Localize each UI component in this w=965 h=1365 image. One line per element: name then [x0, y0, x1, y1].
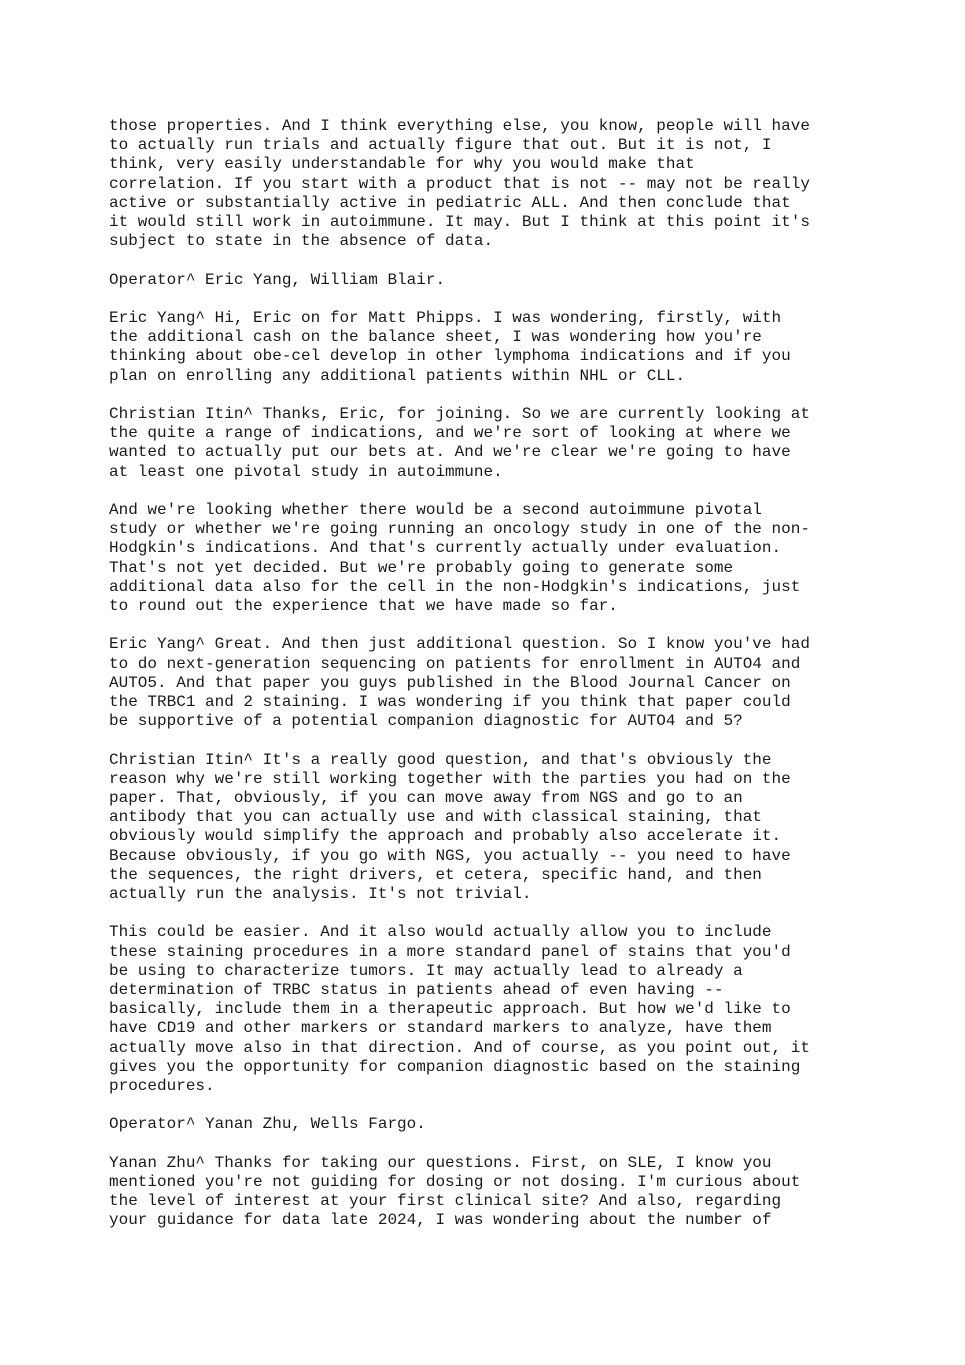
- text-line: additional data also for the cell in the non-Hodgkin's indications, just: [109, 577, 801, 596]
- text-line: Because obviously, if you go with NGS, you actually -- you need to have: [109, 846, 791, 865]
- text-line: the level of interest at your first clinical site? And also, regarding: [109, 1192, 782, 1211]
- text-line: subject to state in the absence of data.: [109, 232, 494, 251]
- text-line: have CD19 and other markers or standard markers to analyze, have them: [109, 1019, 772, 1038]
- text-line: to round out the experience that we have made so far.: [109, 597, 618, 616]
- text-line: the sequences, the right drivers, et cetera, specific hand, and then: [109, 865, 762, 884]
- text-line: wanted to actually put our bets at. And we're clear we're going to have: [109, 443, 791, 462]
- paragraph-question: [109, 309, 869, 386]
- text-line: antibody that you can actually use and with classical staining, that: [109, 808, 762, 827]
- paragraph-operator-intro: [109, 271, 869, 290]
- text-line: Eric Yang^ Hi, Eric on for Matt Phipps. I was wondering, firstly, with: [109, 309, 782, 327]
- text-line: procedures.: [109, 1077, 215, 1096]
- paragraph-question: [109, 635, 869, 731]
- text-line: the quite a range of indications, and we're sort of looking at where we: [109, 424, 791, 443]
- text-line: correlation. If you start with a product that is not -- may not be really: [109, 174, 810, 193]
- text-line: Christian Itin^ It's a really good question, and that's obviously the: [109, 750, 772, 769]
- text-line: the additional cash on the balance sheet, I was wondering how you're: [109, 328, 762, 347]
- text-line: at least one pivotal study in autoimmune.: [109, 462, 503, 481]
- text-line: AUTO5. And that paper you guys published in the Blood Journal Cancer on: [109, 673, 791, 692]
- text-line: be supportive of a potential companion diagnostic for AUTO4 and 5?: [109, 712, 743, 731]
- text-line: be using to characterize tumors. It may actually lead to already a: [109, 961, 743, 980]
- text-line: study or whether we're going running an oncology study in one of the non-: [109, 520, 810, 539]
- text-line: actually move also in that direction. And of course, as you point out, it: [109, 1038, 810, 1057]
- paragraph-answer: [109, 405, 869, 482]
- paragraph-question: [109, 1154, 869, 1231]
- text-line: This could be easier. And it also would actually allow you to include: [109, 923, 772, 942]
- text-line: those properties. And I think everything else, you know, people will have: [109, 117, 810, 135]
- text-line: think, very easily understandable for why you would make that: [109, 155, 695, 174]
- text-line: reason why we're still working together with the parties you had on the: [109, 769, 791, 788]
- text-line: Operator^ Eric Yang, William Blair.: [109, 270, 446, 289]
- text-line: thinking about obe-cel develop in other lymphoma indications and if you: [109, 347, 791, 366]
- paragraph-answer: [109, 751, 869, 905]
- text-line: Yanan Zhu^ Thanks for taking our questions. First, on SLE, I know you: [109, 1153, 772, 1172]
- text-line: mentioned you're not guiding for dosing or not dosing. I'm curious about: [109, 1173, 801, 1192]
- text-line: Operator^ Yanan Zhu, Wells Fargo.: [109, 1115, 426, 1134]
- text-line: it would still work in autoimmune. It may. But I think at this point it's: [109, 213, 810, 232]
- text-line: Hodgkin's indications. And that's currently actually under evaluation.: [109, 539, 782, 558]
- text-line: these staining procedures in a more standard panel of stains that you'd: [109, 942, 791, 961]
- text-line: active or substantially active in pediatric ALL. And then conclude that: [109, 193, 791, 212]
- text-line: to do next-generation sequencing on patients for enrollment in AUTO4 and: [109, 654, 801, 673]
- paragraph-answer: [109, 501, 869, 616]
- text-line: That's not yet decided. But we're probably going to generate some: [109, 558, 734, 577]
- text-line: obviously would simplify the approach and probably also accelerate it.: [109, 827, 782, 846]
- transcript-page: [109, 117, 869, 1250]
- text-line: plan on enrolling any additional patients within NHL or CLL.: [109, 366, 686, 385]
- paragraph-answer-continuation: [109, 117, 869, 251]
- paragraph-answer: [109, 923, 869, 1096]
- text-line: the TRBC1 and 2 staining. I was wondering if you think that paper could: [109, 693, 791, 712]
- text-line: Eric Yang^ Great. And then just additional question. So I know you've had: [109, 635, 810, 654]
- text-line: gives you the opportunity for companion diagnostic based on the staining: [109, 1057, 801, 1076]
- text-line: paper. That, obviously, if you can move away from NGS and go to an: [109, 789, 743, 808]
- text-line: basically, include them in a therapeutic approach. But how we'd like to: [109, 1000, 791, 1019]
- text-line: determination of TRBC status in patients ahead of even having --: [109, 981, 724, 1000]
- text-line: And we're looking whether there would be a second autoimmune pivotal: [109, 501, 762, 519]
- paragraph-operator-intro: [109, 1115, 869, 1134]
- text-line: Christian Itin^ Thanks, Eric, for joining. So we are currently looking at: [109, 405, 810, 423]
- text-line: actually run the analysis. It's not trivial.: [109, 885, 532, 904]
- text-line: to actually run trials and actually figure that out. But it is not, I: [109, 136, 772, 155]
- text-line: your guidance for data late 2024, I was wondering about the number of: [109, 1211, 772, 1230]
